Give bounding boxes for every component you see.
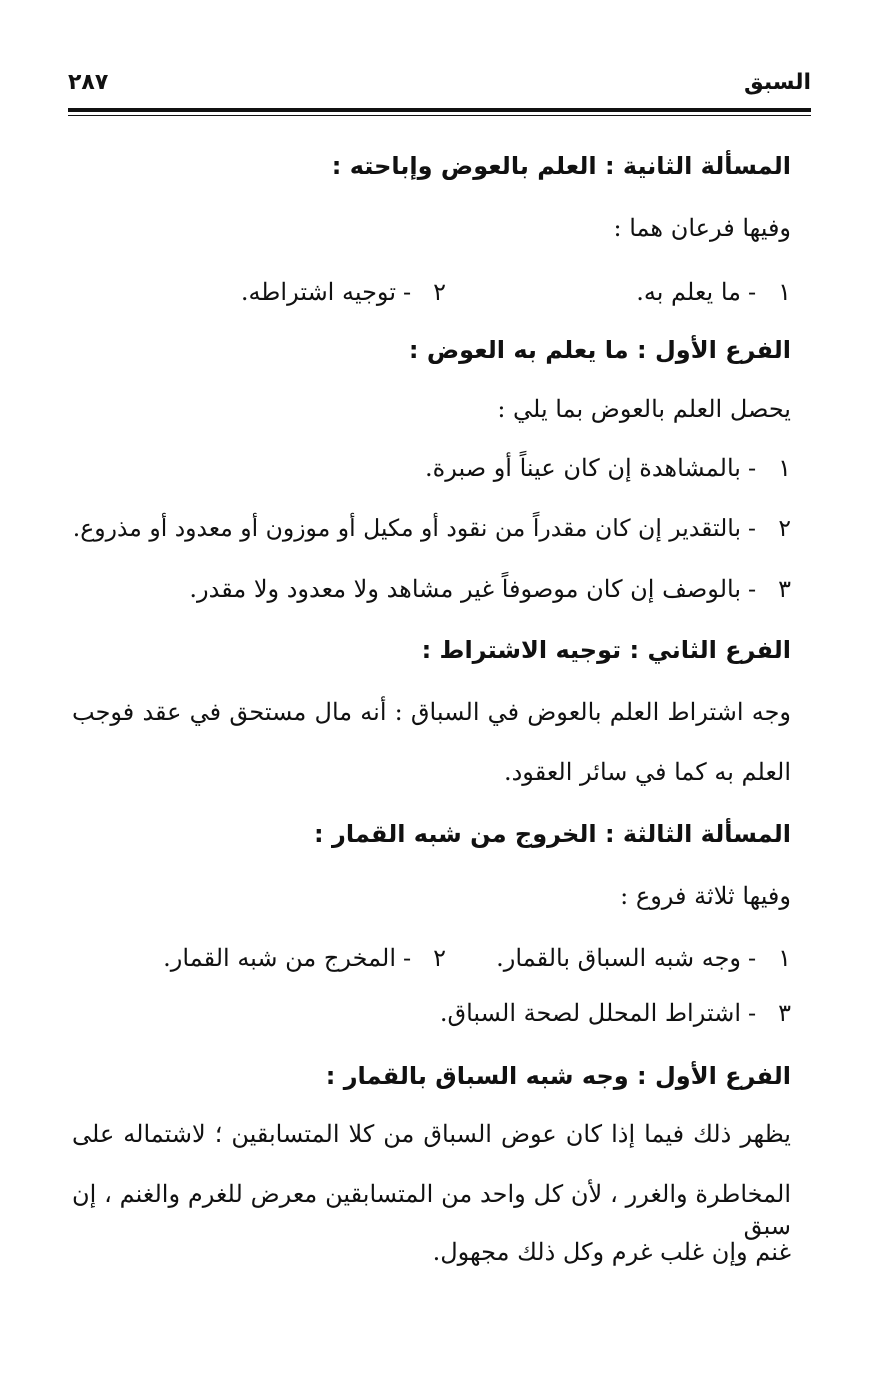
page-header (68, 66, 811, 106)
issue3-branch1-heading: الفرع الأول : وجه شبه السباق بالقمار : (325, 1062, 791, 1090)
header-rule-thin (68, 115, 811, 116)
list-text: بالمشاهدة إن كان عيناً أو صبرة. (425, 454, 741, 482)
list-item: ١-بالمشاهدة إن كان عيناً أو صبرة. (425, 454, 791, 482)
list-item: ٣-اشتراط المحلل لصحة السباق. (439, 999, 791, 1027)
list-item: ١-وجه شبه السباق بالقمار. (496, 944, 791, 972)
list-number: ٣ (778, 999, 791, 1027)
list-item: ٣-بالوصف إن كان موصوفاً غير مشاهد ولا معدود ولا مقدر. (189, 575, 791, 603)
list-text: المخرج من شبه القمار. (163, 944, 396, 972)
running-title: السبق (744, 70, 811, 95)
paragraph-line: العلم به كما في سائر العقود. (503, 758, 791, 786)
paragraph-line: وجه اشتراط العلم بالعوض في السباق : أنه مال مستحق في عقد فوجب (72, 698, 791, 726)
branch1-heading: الفرع الأول : ما يعلم به العوض : (408, 336, 791, 364)
list-text: وجه شبه السباق بالقمار. (496, 944, 741, 972)
branch2-heading: الفرع الثاني : توجيه الاشتراط : (421, 636, 791, 664)
list-text: اشتراط المحلل لصحة السباق. (439, 999, 741, 1027)
header-rule (68, 108, 811, 112)
issue2-intro: وفيها فرعان هما : (613, 214, 791, 242)
page-number: ٢٨٧ (68, 70, 109, 95)
list-item: ١-ما يعلم به. (636, 278, 791, 306)
list-number: ٣ (778, 575, 791, 603)
issue3-intro: وفيها ثلاثة فروع : (620, 882, 791, 910)
list-text: ما يعلم به. (636, 278, 741, 306)
paragraph-line: غنم وإن غلب غرم وكل ذلك مجهول. (432, 1238, 791, 1266)
paragraph-line: المخاطرة والغرر ، لأن كل واحد من المتسابقين معرض للغرم والغنم ، إن سبق (72, 1180, 791, 1240)
list-number: ١ (778, 454, 791, 482)
list-item: ٢-توجيه اشتراطه. (240, 278, 446, 306)
list-text: بالوصف إن كان موصوفاً غير مشاهد ولا معدود ولا مقدر. (189, 575, 741, 603)
list-number: ٢ (778, 514, 791, 542)
paragraph-line: يظهر ذلك فيما إذا كان عوض السباق من كلا المتسابقين ؛ لاشتماله على (72, 1120, 791, 1148)
issue2-heading: المسألة الثانية : العلم بالعوض وإباحته : (331, 152, 791, 180)
list-item: ٢-بالتقدير إن كان مقدراً من نقود أو مكيل أو موزون أو معدود أو مذروع. (72, 514, 791, 542)
list-item: ٢-المخرج من شبه القمار. (163, 944, 446, 972)
list-text: توجيه اشتراطه. (240, 278, 396, 306)
issue3-branch-list (72, 942, 791, 974)
list-number: ١ (778, 278, 791, 306)
issue3-heading: المسألة الثالثة : الخروج من شبه القمار : (314, 820, 791, 848)
list-number: ٢ (433, 278, 446, 306)
list-text: بالتقدير إن كان مقدراً من نقود أو مكيل أو موزون أو معدود أو مذروع. (72, 514, 741, 542)
branch1-intro: يحصل العلم بالعوض بما يلي : (497, 395, 791, 423)
list-number: ١ (778, 944, 791, 972)
issue2-branch-list (72, 276, 791, 308)
list-number: ٢ (433, 944, 446, 972)
